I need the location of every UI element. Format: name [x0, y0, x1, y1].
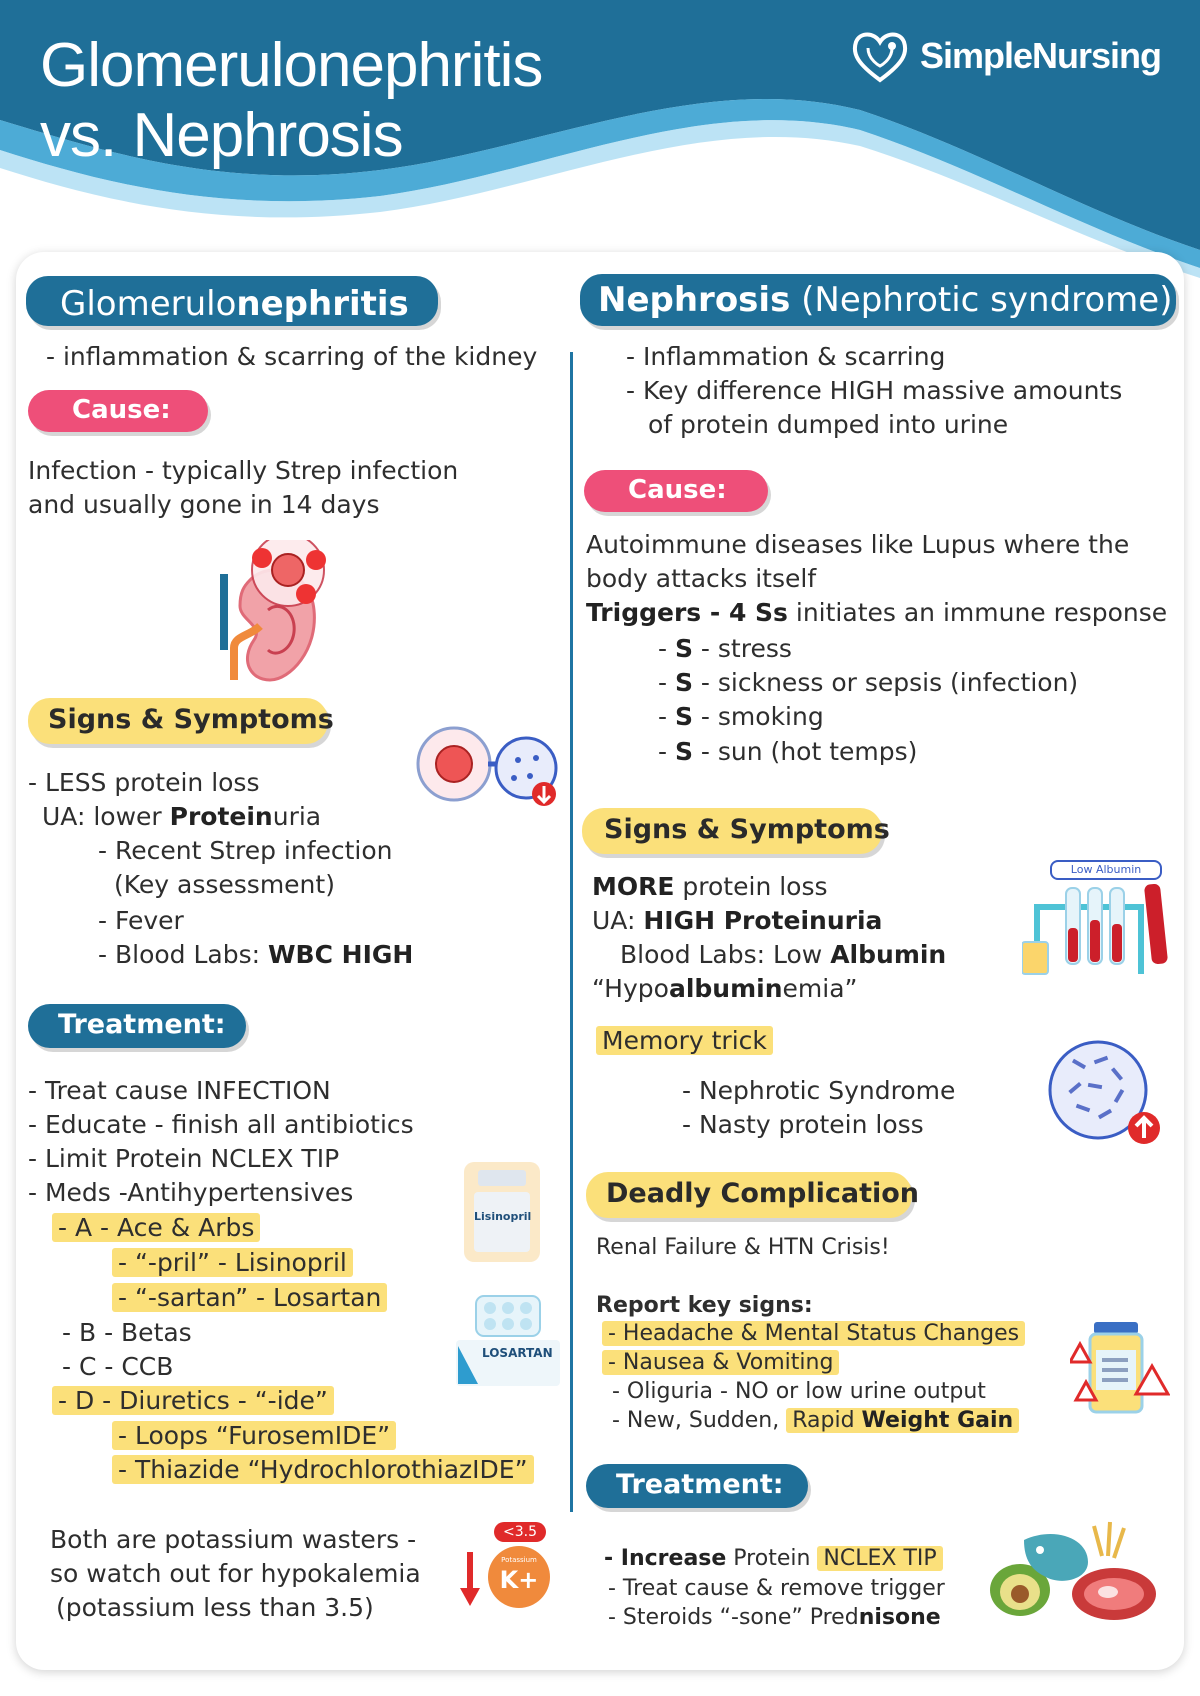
report-sign-1: - Headache & Mental Status Changes [602, 1320, 1025, 1348]
left-treatment-4: - Meds -Antihypertensives [28, 1178, 354, 1207]
heading-bold: Nephrosis [598, 280, 791, 320]
left-cause-line-2: and usually gone in 14 days [28, 490, 380, 519]
right-treatment-2: - Treat cause & remove trigger [608, 1576, 945, 1601]
protein-increase-icon [1046, 1040, 1166, 1150]
right-treatment-3: - Steroids “-sone” Prednisone [608, 1605, 941, 1630]
left-signs-line-3: - Recent Strep infection [98, 836, 393, 865]
left-signs-line-2: UA: lower Proteinuria [42, 802, 322, 831]
left-definition: - inflammation & scarring of the kidney [46, 342, 538, 371]
right-cause-1: Autoimmune diseases like Lupus where the [586, 530, 1130, 559]
glomerulus-protein-icon [414, 724, 560, 814]
stethoscope-heart-icon [848, 26, 912, 86]
memory-line-1: - Nephrotic Syndrome [682, 1076, 956, 1105]
left-treatment-2: - Educate - finish all antibiotics [28, 1110, 414, 1139]
trigger-stress: - S - stress [658, 634, 792, 663]
brand-logo [848, 26, 1161, 86]
trigger-sun: - S - sun (hot temps) [658, 737, 918, 766]
left-treatment-6: - “-pril” - Lisinopril [112, 1248, 353, 1278]
deadly-complication-text: Renal Failure & HTN Crisis! [596, 1235, 890, 1260]
right-signs-4: “Hypoalbuminemia” [592, 974, 858, 1003]
right-definition-3: of protein dumped into urine [648, 410, 1009, 439]
glomerulonephritis-heading [26, 276, 438, 326]
heading-bold: nephritis [236, 284, 409, 324]
potassium-icon [458, 1522, 558, 1622]
potassium-line-2: so watch out for hypokalemia [50, 1559, 421, 1588]
right-cause-label: Cause: [584, 470, 768, 512]
memory-trick-label: Memory trick [596, 1026, 773, 1056]
left-signs-line-4: (Key assessment) [114, 870, 335, 899]
trigger-smoking: - S - smoking [658, 702, 824, 731]
left-signs-line-6: - Blood Labs: WBC HIGH [98, 940, 414, 969]
brand-name: SimpleNursing [920, 35, 1162, 76]
memory-line-2: - Nasty protein loss [682, 1110, 924, 1139]
low-albumin-label: Low Albumin [1050, 860, 1162, 880]
right-signs-3: Blood Labs: Low Albumin [620, 940, 947, 969]
left-treatment-9: - C - CCB [62, 1352, 174, 1381]
arrow-down-icon [458, 1550, 482, 1610]
left-treatment-12: - Thiazide “HydrochlorothiazIDE” [112, 1455, 534, 1485]
left-signs-label: Signs & Symptoms [28, 698, 328, 744]
protein-food-icon [984, 1516, 1160, 1626]
losartan-pack-icon [456, 1292, 560, 1388]
right-signs-1: MORE protein loss [592, 872, 828, 901]
heading-rest: (Nephrotic syndrome) [790, 280, 1173, 320]
left-treatment-5: - A - Ace & Arbs [52, 1213, 260, 1243]
report-key-signs-label: Report key signs: [596, 1293, 813, 1318]
page-title-line-2: vs. Nephrosis [40, 101, 403, 170]
page-title-line-1: Glomerulonephritis [40, 31, 543, 100]
left-treatment-1: - Treat cause INFECTION [28, 1076, 331, 1105]
column-divider [570, 352, 573, 1512]
deadly-complication-label: Deadly Complication [586, 1172, 912, 1218]
potassium-symbol: K+ [499, 1566, 539, 1594]
trigger-sickness: - S - sickness or sepsis (infection) [658, 668, 1079, 697]
potassium-small-label: Potassium [501, 1556, 537, 1564]
nephrosis-heading [580, 274, 1176, 326]
right-signs-label: Signs & Symptoms [582, 808, 882, 854]
potassium-line-1: Both are potassium wasters - [50, 1525, 417, 1554]
right-treatment-label: Treatment: [586, 1464, 808, 1508]
urine-cup-warning-icon [1070, 1320, 1170, 1416]
report-sign-4: - New, Sudden, Rapid Weight Gain [612, 1407, 1019, 1435]
right-cause-2: body attacks itself [586, 564, 817, 593]
lisinopril-label: Lisinopril [474, 1210, 532, 1223]
left-treatment-11: - Loops “FurosemIDE” [112, 1421, 396, 1451]
left-treatment-7: - “-sartan” - Losartan [112, 1283, 387, 1313]
losartan-label: LOSARTAN [482, 1346, 553, 1360]
left-signs-line-5: - Fever [98, 906, 184, 935]
report-sign-3: - Oliguria - NO or low urine output [612, 1379, 986, 1404]
right-cause-3: Triggers - 4 Ss initiates an immune response [586, 598, 1168, 627]
test-tubes-icon [1022, 858, 1172, 978]
right-definition-1: - Inflammation & scarring [626, 342, 946, 371]
left-treatment-3: - Limit Protein NCLEX TIP [28, 1144, 340, 1173]
right-signs-2: UA: HIGH Proteinuria [592, 906, 883, 935]
left-treatment-10: - D - Diuretics - “-ide” [52, 1386, 334, 1416]
left-signs-line-1: - LESS protein loss [28, 768, 260, 797]
heading-prefix: Glomerulo [60, 284, 237, 324]
lisinopril-bottle-icon [464, 1162, 540, 1262]
right-definition-2: - Key difference HIGH massive amounts [626, 376, 1123, 405]
report-sign-2: - Nausea & Vomiting [602, 1349, 839, 1377]
potassium-badge: <3.5 [494, 1522, 546, 1542]
kidney-icon [210, 540, 350, 690]
left-cause-line-1: Infection - typically Strep infection [28, 456, 459, 485]
potassium-line-3: (potassium less than 3.5) [56, 1593, 374, 1622]
right-treatment-1: - Increase Protein NCLEX TIP [604, 1545, 943, 1573]
left-treatment-label: Treatment: [28, 1004, 246, 1048]
left-cause-label: Cause: [28, 390, 208, 432]
left-treatment-8: - B - Betas [62, 1318, 192, 1347]
